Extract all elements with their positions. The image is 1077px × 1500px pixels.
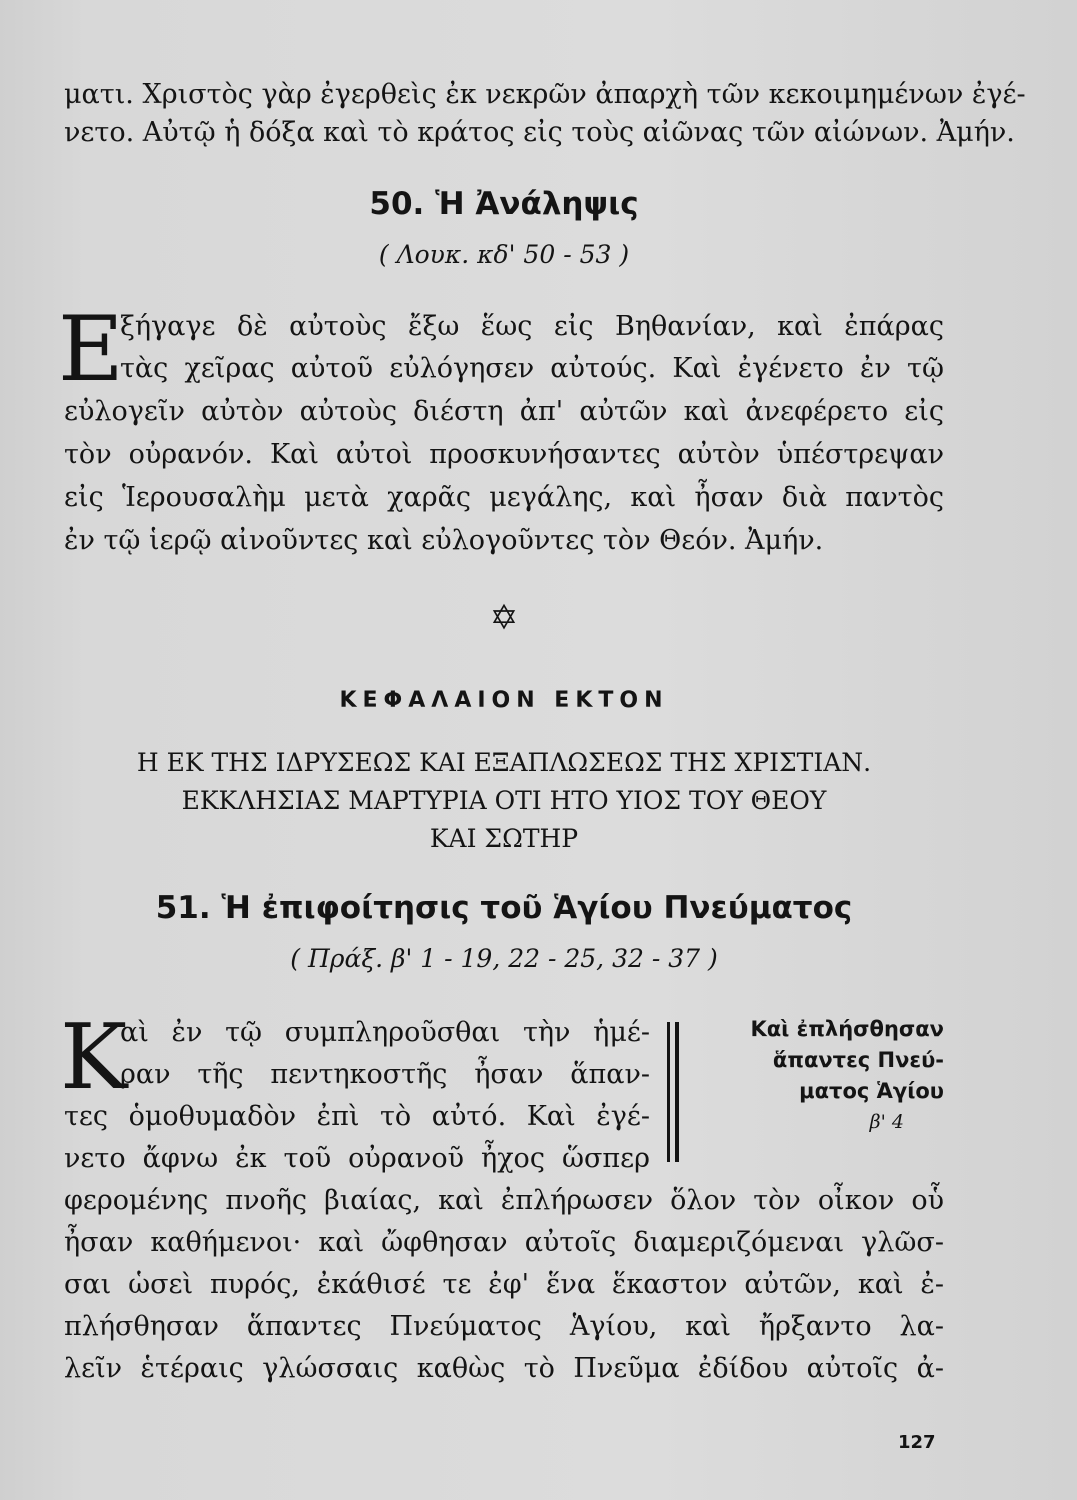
section-51-title: 51. Ἡ ἐπιφοίτησις τοῦ Ἁγίου Πνεύματος bbox=[155, 890, 853, 926]
section-51-narrow-line-4: νετο ἄφνω ἐκ τοῦ οὐρανοῦ ἦχος ὥσπερ bbox=[64, 1143, 650, 1174]
section-51-line-3: σαι ὡσεὶ πυρός, ἐκάθισέ τε ἐφ' ἕνα ἕκαστον αὐτῶν, καὶ ἐ- bbox=[64, 1269, 944, 1300]
section-50-title: 50. Ἡ Ἀνάληψις bbox=[369, 186, 639, 222]
margin-note-line-3: ματος Ἁγίου bbox=[799, 1079, 944, 1103]
section-51-dropcap: Κ bbox=[60, 1005, 128, 1110]
margin-rule-thick bbox=[675, 1022, 679, 1162]
section-51-reference: ( Πράξ. β' 1 - 19, 22 - 25, 32 - 37 ) bbox=[290, 944, 718, 973]
section-51-narrow-line-1: αὶ ἐν τῷ συμπληροῦσθαι τὴν ἡμέ- bbox=[120, 1017, 650, 1048]
chapter-subtitle-line-1: Η ΕΚ ΤΗΣ ΙΔΡΥΣΕΩΣ ΚΑΙ ΕΞΑΠΛΩΣΕΩΣ ΤΗΣ ΧΡΙΣΤΙΑΝ. bbox=[136, 748, 872, 777]
chapter-label: ΚΕΦΑΛΑΙΟΝ ΕΚΤΟΝ bbox=[339, 688, 669, 713]
ornament-star-icon: ✡ bbox=[489, 598, 519, 638]
section-51-line-4: πλήσθησαν ἅπαντες Πνεύματος Ἁγίου, καὶ ἤρξαντο λα- bbox=[64, 1311, 944, 1342]
section-50-line-6: ἐν τῷ ἱερῷ αἰνοῦντες καὶ εὐλογοῦντες τὸν Θεόν. Ἀμήν. bbox=[64, 525, 824, 556]
page-number: 127 bbox=[898, 1432, 936, 1453]
section-51-line-2: ἦσαν καθήμενοι· καὶ ὤφθησαν αὐτοῖς διαμεριζόμεναι γλῶσ- bbox=[64, 1227, 944, 1258]
section-50-line-5: εἰς Ἱερουσαλὴμ μετὰ χαρᾶς μεγάλης, καὶ ἦσαν διὰ παντὸς bbox=[64, 482, 944, 513]
margin-note-line-2: ἅπαντες Πνεύ- bbox=[772, 1048, 944, 1072]
margin-note bbox=[716, 1014, 944, 1138]
section-51-line-1: φερομένης πνοῆς βιαίας, καὶ ἐπλήρωσεν ὅλον τὸν οἶκον οὗ bbox=[64, 1185, 944, 1216]
margin-note-reference: β' 4 bbox=[869, 1111, 904, 1133]
section-50-reference: ( Λουκ. κδ' 50 - 53 ) bbox=[378, 240, 630, 269]
text-column bbox=[58, 0, 1026, 1500]
margin-note-line-1: Καὶ ἐπλήσθησαν bbox=[750, 1017, 944, 1041]
section-51-line-5: λεῖν ἑτέραις γλώσσαις καθὼς τὸ Πνεῦμα ἐδίδου αὐτοῖς ἀ- bbox=[64, 1353, 944, 1384]
chapter-subtitle-line-2: ΕΚΚΛΗΣΙΑΣ ΜΑΡΤΥΡΙΑ ΟΤΙ ΗΤΟ ΥΙΟΣ ΤΟΥ ΘΕΟΥ bbox=[181, 786, 827, 815]
section-51-narrow-line-2: ραν τῆς πεντηκοστῆς ἦσαν ἅπαν- bbox=[120, 1059, 650, 1090]
section-50-line-4: τὸν οὐρανόν. Καὶ αὐτοὶ προσκυνήσαντες αὐτὸν ὑπέστρεψαν bbox=[64, 439, 944, 470]
intro-line-2: νετο. Αὐτῷ ἡ δόξα καὶ τὸ κράτος εἰς τοὺς αἰῶνας τῶν αἰώνων. Ἀμήν. bbox=[64, 117, 1015, 148]
margin-rule-thin bbox=[667, 1022, 670, 1162]
section-50-line-3: εὐλογεῖν αὐτὸν αὐτοὺς διέστη ἀπ' αὐτῶν καὶ ἀνεφέρετο εἰς bbox=[64, 396, 944, 427]
intro-line-1: ματι. Χριστὸς γὰρ ἐγερθεὶς ἐκ νεκρῶν ἀπαρχὴ τῶν κεκοιμημένων ἐγέ- bbox=[64, 79, 1026, 110]
section-51-narrow-line-3: τες ὁμοθυμαδὸν ἐπὶ τὸ αὐτό. Καὶ ἐγέ- bbox=[64, 1101, 650, 1132]
section-50-line-2: τὰς χεῖρας αὐτοῦ εὐλόγησεν αὐτούς. Καὶ ἐγένετο ἐν τῷ bbox=[120, 353, 944, 384]
chapter-subtitle-line-3: ΚΑΙ ΣΩΤΗΡ bbox=[429, 824, 579, 853]
section-50-line-1: ξήγαγε δὲ αὐτοὺς ἔξω ἕως εἰς Βηθανίαν, καὶ ἐπάρας bbox=[120, 311, 944, 342]
section-50-dropcap: Ε bbox=[58, 297, 124, 402]
